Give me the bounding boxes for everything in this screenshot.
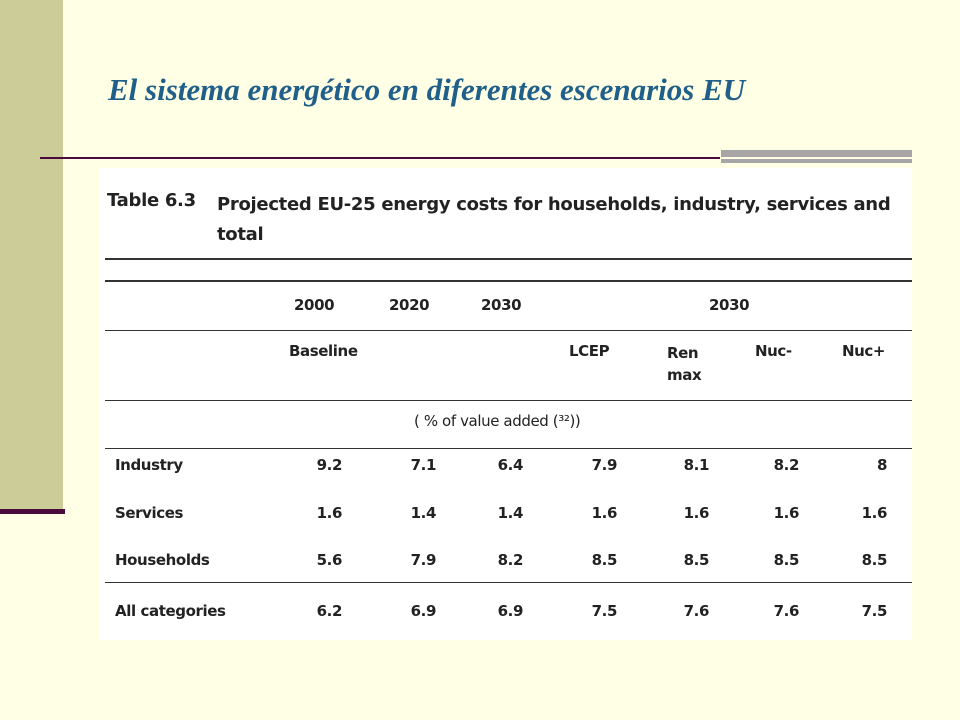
row-label: All categories [115, 602, 226, 620]
table-cell: 1.6 [591, 504, 617, 522]
table-rule [105, 400, 912, 401]
table-cell: 8 [876, 456, 887, 474]
slide-title: El sistema energético en diferentes escenarios EU [108, 72, 746, 107]
table-cell: 6.9 [497, 602, 523, 620]
table-rule [105, 330, 912, 331]
table-cell: 6.9 [410, 602, 436, 620]
row-label: Households [115, 551, 210, 569]
table-rule [105, 582, 912, 583]
table-cell: 1.4 [410, 504, 436, 522]
year-header-2030-scenarios: 2030 [709, 296, 750, 314]
table-cell: 7.1 [410, 456, 436, 474]
row-label: Industry [115, 456, 183, 474]
year-header-2030: 2030 [481, 296, 522, 314]
table-cell: 8.5 [861, 551, 887, 569]
table-cell: 7.6 [683, 602, 709, 620]
row-label: Services [115, 504, 184, 522]
table-rule [105, 280, 912, 282]
table-cell: 1.4 [497, 504, 523, 522]
title-divider [40, 157, 720, 159]
scenario-header-baseline: Baseline [289, 342, 358, 360]
table-caption-label: Table 6.3 [107, 190, 196, 211]
table-cell: 8.5 [683, 551, 709, 569]
table-caption-text: Projected EU-25 energy costs for households, industry, services and total [217, 194, 891, 245]
scenario-header-lcep: LCEP [569, 342, 610, 360]
table-rule [105, 258, 912, 260]
table-cell: 6.2 [316, 602, 342, 620]
table-cell: 7.5 [591, 602, 617, 620]
table-cell: 7.9 [410, 551, 436, 569]
energy-costs-table [99, 168, 912, 640]
table-rule [105, 448, 912, 449]
year-header-2020: 2020 [389, 296, 430, 314]
unit-label: ( % of value added (³²)) [414, 412, 581, 430]
table-cell: 8.2 [773, 456, 799, 474]
table-cell: 5.6 [316, 551, 342, 569]
scenario-header-nuc-minus: Nuc- [755, 342, 792, 360]
title-divider-accent [721, 150, 912, 157]
table-cell: 8.5 [773, 551, 799, 569]
scenario-header-ren-max: Ren max [667, 344, 702, 384]
table-cell: 1.6 [773, 504, 799, 522]
table-cell: 8.1 [683, 456, 709, 474]
table-cell: 7.9 [591, 456, 617, 474]
left-accent-band [0, 0, 63, 511]
table-cell: 1.6 [683, 504, 709, 522]
table-cell: 1.6 [861, 504, 887, 522]
table-cell: 7.6 [773, 602, 799, 620]
scenario-header-nuc-plus: Nuc+ [842, 342, 886, 360]
table-cell: 8.2 [497, 551, 523, 569]
year-header-2000: 2000 [294, 296, 335, 314]
left-accent-underline [0, 509, 65, 514]
table-cell: 6.4 [497, 456, 523, 474]
table-cell: 7.5 [861, 602, 887, 620]
table-cell: 8.5 [591, 551, 617, 569]
table-cell: 9.2 [316, 456, 342, 474]
title-divider-accent-lower [721, 159, 912, 163]
table-cell: 1.6 [316, 504, 342, 522]
